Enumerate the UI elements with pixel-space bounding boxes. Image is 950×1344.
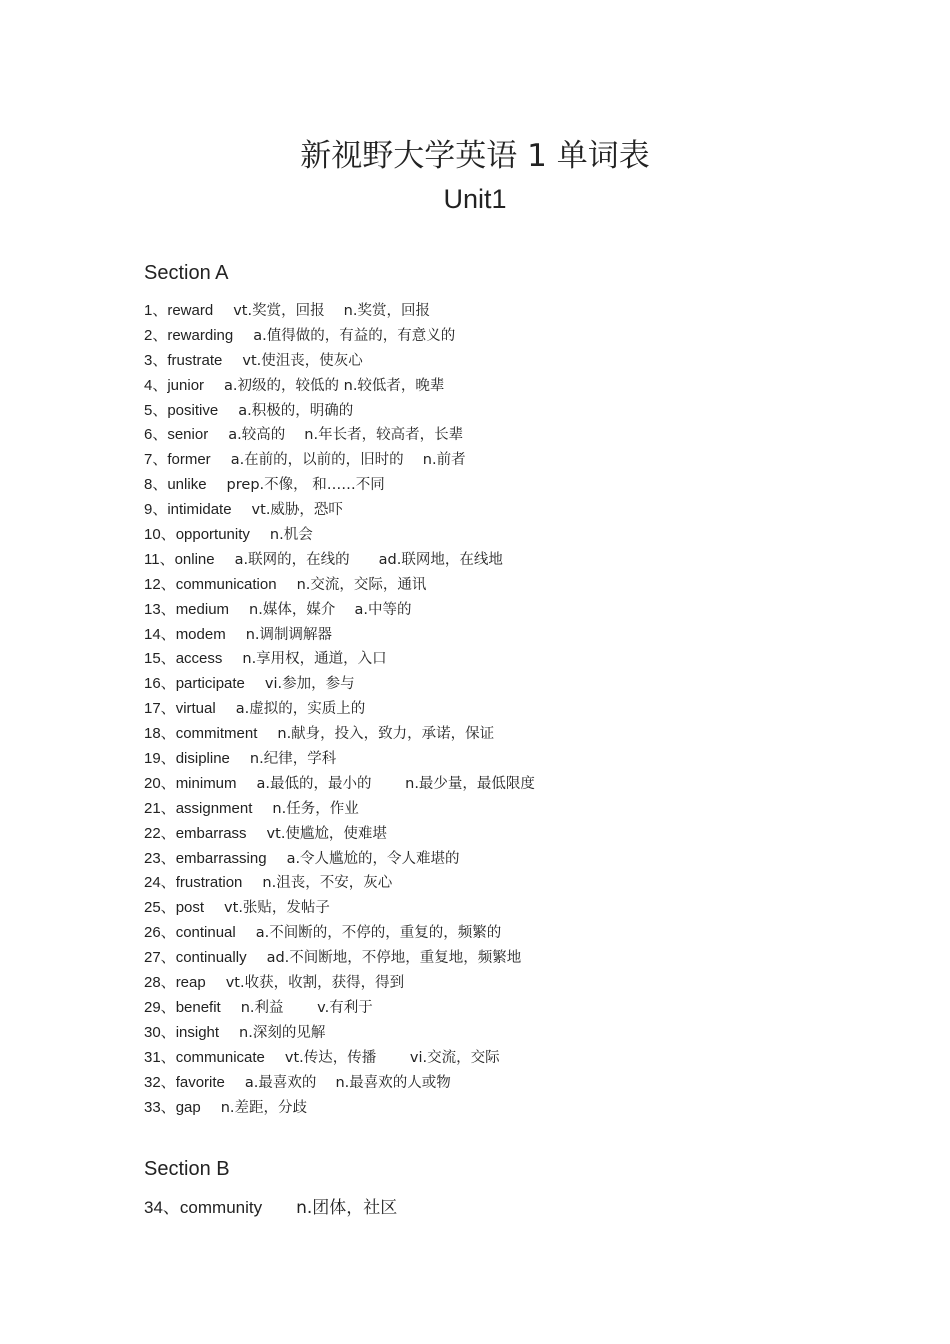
entry-definition: n.深刻的见解 [239,1024,326,1041]
entry-number: 22、 [144,824,176,842]
entry-definition: a.初级的，较低的 n.较低者，晚辈 [224,377,445,394]
vocab-entry [144,697,535,722]
entry-word: commitment [175,725,258,743]
entry-word: communication [175,575,277,593]
entry-number: 34、 [144,1198,180,1217]
vocab-entry [144,374,535,399]
entry-word: post [175,899,205,917]
entry-definition: vt.张贴，发帖子 [224,900,330,917]
entry-number: 17、 [144,700,176,718]
vocab-entry [144,498,535,523]
entry-definition: vt.使沮丧，使灰心 [242,352,363,369]
entry-definition: n.差距，分歧 [220,1099,308,1116]
entry-word: disipline [175,750,230,768]
vocab-entry [144,1021,535,1046]
entry-word: frustrate [167,351,223,369]
entry-number: 20、 [144,774,176,792]
entry-definition: vt.威胁，恐吓 [251,502,343,519]
entry-definition: a.积极的，明确的 [238,402,354,419]
entry-number: 4、 [144,376,168,394]
vocab-entry [144,772,535,797]
entry-definition: vt.奖赏，回报 n.奖赏，回报 [233,303,430,319]
entry-definition: vi.参加，参与 [264,676,355,693]
vocab-entry [144,399,535,424]
entry-word: modem [175,625,226,643]
entry-definition: vt.传达，传播 vi.交流，交际 [284,1049,500,1066]
entry-definition: n.交流，交际，通讯 [296,576,427,593]
entry-word: junior [167,376,205,394]
entry-definition: n.利益 v.有利于 [240,999,373,1016]
entry-number: 11、 [144,550,175,568]
vocab-entry [144,473,535,498]
entry-number: 15、 [144,650,176,668]
entry-definition: a.最喜欢的 n.最喜欢的人或物 [244,1074,451,1091]
vocab-entry [144,971,535,996]
entry-definition: n.调制调解器 [245,626,333,643]
entry-number: 33、 [144,1098,176,1116]
vocab-entry [144,647,535,672]
entry-word: rewarding [167,326,234,344]
entry-number: 12、 [144,575,176,593]
entry-number: 21、 [144,799,176,817]
entry-number: 16、 [144,675,176,693]
entry-definition: vt.使尴尬，使难堪 [266,825,387,842]
vocab-entry [144,946,535,971]
vocab-entry [144,423,535,448]
section-a-word-list [144,299,535,1120]
entry-number: 10、 [144,526,176,544]
entry-number: 32、 [144,1073,176,1091]
vocab-entry [144,1096,535,1121]
entry-definition: a.较高的 n.年长者，较高者，长辈 [228,427,464,444]
entry-definition: n.纪律，学科 [249,751,337,768]
entry-definition: n.任务，作业 [272,800,359,817]
entry-word: senior [167,426,209,444]
entry-number: 26、 [144,924,176,942]
entry-word: favorite [175,1073,225,1091]
entry-number: 7、 [144,451,168,469]
entry-word: communicate [175,1048,265,1066]
entry-word: frustration [175,874,243,892]
section-a-heading: Section A [144,262,229,284]
entry-word: gap [175,1098,201,1116]
entry-number: 2、 [144,326,168,344]
entry-number: 13、 [144,600,176,618]
entry-definition: n.献身，投入，致力，承诺，保证 [277,726,495,743]
entry-word: positive [167,401,219,419]
entry-definition: a.最低的，最小的 n.最少量，最低限度 [256,775,535,792]
entry-word: virtual [175,700,216,718]
entry-word: embarrass [175,824,247,842]
vocab-entry [144,1193,397,1223]
entry-word: opportunity [175,526,250,544]
entry-definition: n.团体，社区 [296,1198,398,1218]
vocab-entry [144,548,535,573]
entry-word: online [174,550,215,568]
vocab-entry [144,598,535,623]
entry-number: 18、 [144,725,176,743]
entry-word: unlike [167,476,207,494]
vocab-entry [144,349,535,374]
entry-definition: n.媒体，媒介 a.中等的 [249,601,412,618]
entry-word: minimum [175,774,237,792]
vocab-entry [144,722,535,747]
document-title: 新视野大学英语 1 单词表 [300,138,650,174]
entry-number: 19、 [144,750,176,768]
entry-definition: a.值得做的，有益的，有意义的 [253,327,456,344]
vocab-entry [144,448,535,473]
vocab-entry [144,1046,535,1071]
entry-definition: n.机会 [269,527,313,544]
vocab-entry [144,921,535,946]
section-b-word-list [144,1193,397,1223]
entry-word: continually [175,949,247,967]
entry-definition: a.联网的，在线的 ad.联网地，在线地 [234,551,503,568]
entry-number: 31、 [144,1048,176,1066]
entry-word: reap [175,974,206,992]
entry-definition: a.令人尴尬的，令人难堪的 [286,850,460,867]
vocab-entry [144,1071,535,1096]
entry-definition: a.不间断的，不停的，重复的，频繁的 [255,925,502,942]
entry-definition: vt.收获，收割，获得，得到 [225,975,405,992]
entry-word: benefit [175,998,221,1016]
entry-number: 27、 [144,949,176,967]
entry-number: 25、 [144,899,176,917]
entry-number: 28、 [144,974,176,992]
entry-number: 6、 [144,426,168,444]
vocab-entry [144,299,535,324]
entry-number: 30、 [144,1023,176,1041]
entry-definition: n.享用权，通道，入口 [242,651,387,668]
vocab-entry [144,747,535,772]
entry-number: 14、 [144,625,176,643]
entry-number: 23、 [144,849,176,867]
entry-number: 1、 [144,302,168,319]
vocab-entry [144,324,535,349]
entry-word: insight [175,1023,220,1041]
vocab-entry [144,797,535,822]
vocab-entry [144,623,535,648]
vocab-entry [144,871,535,896]
entry-word: participate [175,675,245,693]
entry-definition: prep.不像， 和……不同 [226,477,385,494]
entry-number: 5、 [144,401,168,419]
vocab-entry [144,573,535,598]
entry-word: medium [175,600,230,618]
section-b-heading: Section B [144,1158,230,1180]
unit-heading: Unit1 [443,184,507,214]
entry-number: 29、 [144,998,176,1016]
entry-number: 3、 [144,351,168,369]
vocab-entry [144,672,535,697]
entry-word: intimidate [167,501,232,519]
vocab-entry [144,523,535,548]
entry-word: continual [175,924,236,942]
entry-definition: ad.不间断地，不停地，重复地，频繁地 [266,950,522,967]
entry-word: former [167,451,211,469]
entry-definition: n.沮丧，不安，灰心 [262,875,393,892]
entry-number: 9、 [144,501,168,519]
entry-number: 24、 [144,874,176,892]
entry-definition: a.在前的，以前的，旧时的 n.前者 [230,452,466,469]
vocab-entry [144,896,535,921]
entry-number: 8、 [144,476,168,494]
entry-word: access [175,650,223,668]
entry-word: reward [167,302,214,319]
entry-definition: a.虚拟的，实质上的 [235,701,366,718]
vocab-entry [144,996,535,1021]
entry-word: assignment [175,799,253,817]
entry-word: community [179,1198,263,1217]
entry-word: embarrassing [175,849,267,867]
vocab-entry [144,822,535,847]
vocab-entry [144,847,535,872]
